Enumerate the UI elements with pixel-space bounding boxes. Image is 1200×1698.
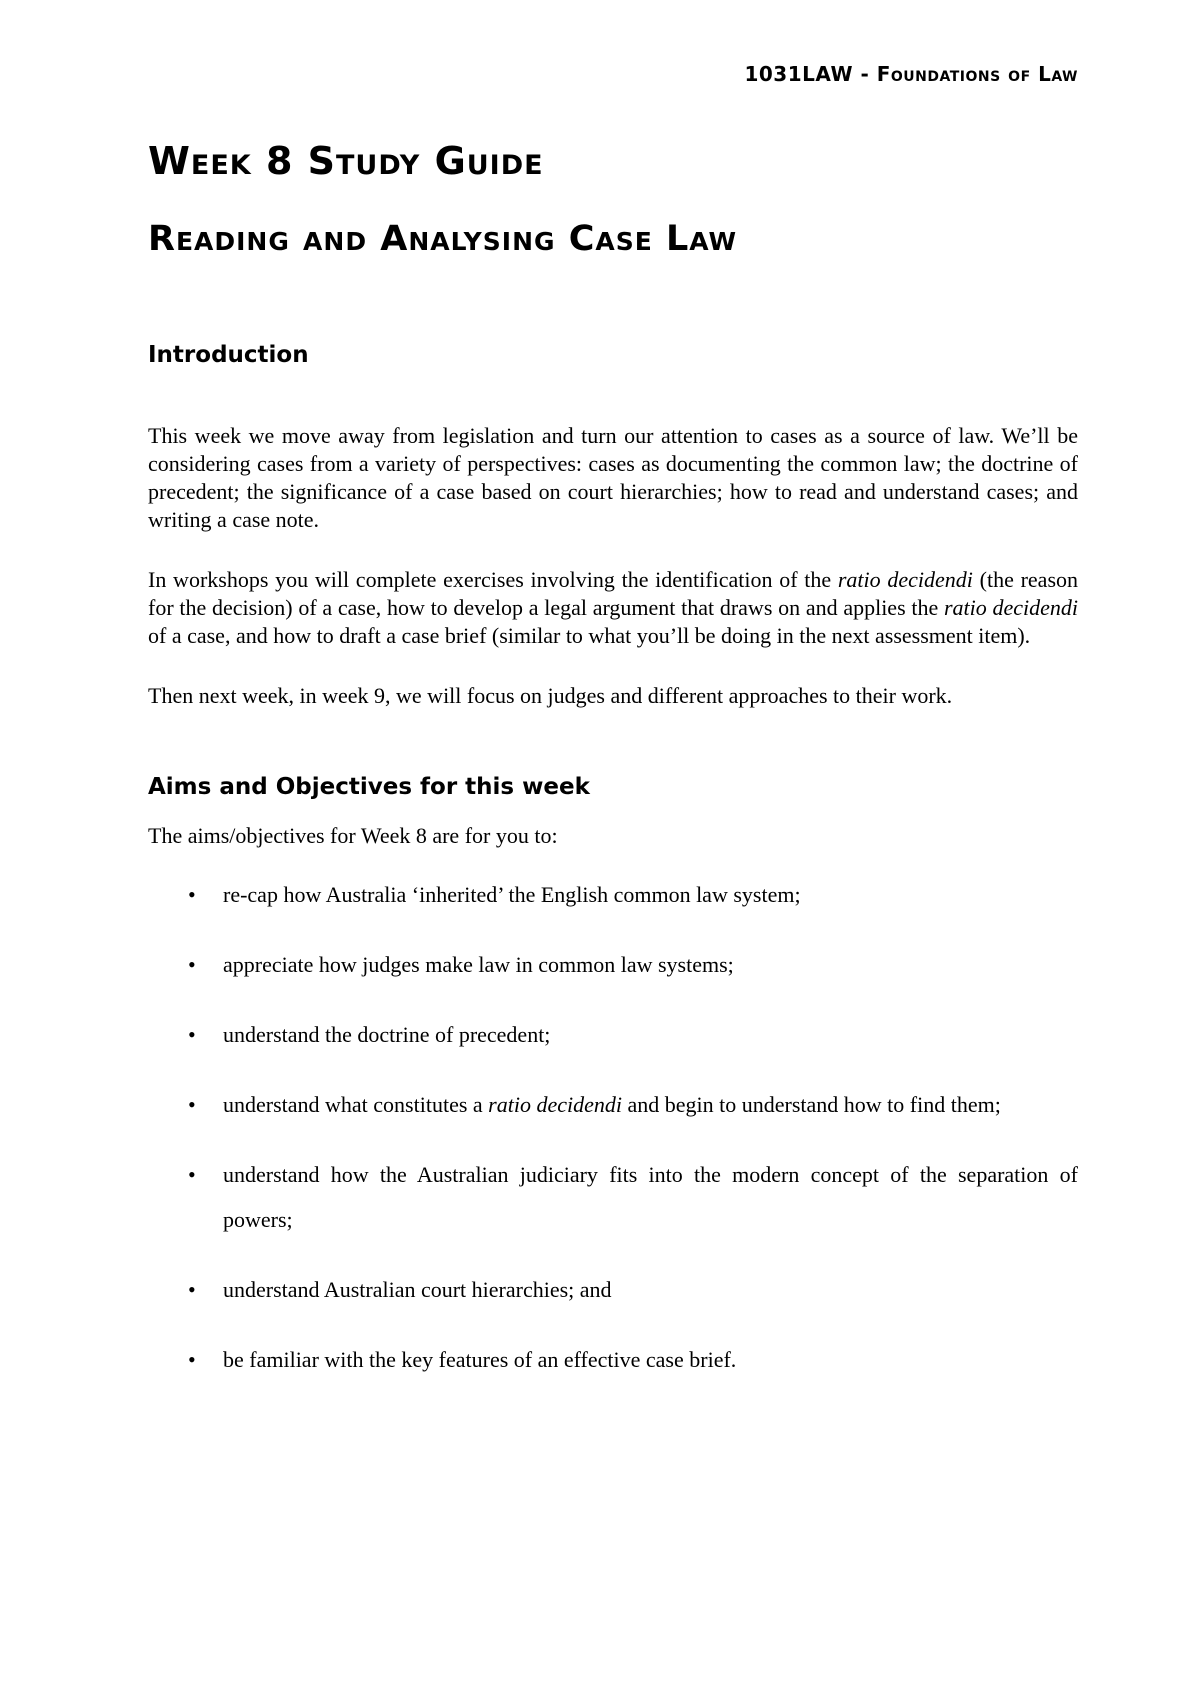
- intro-paragraph-2: In workshops you will complete exercises involving the identification of the ratio decidendi (the reason for the decision) of a case, how to develop a legal argument that draws on and applies the ratio decidendi of a case, and how to draft a case brief (similar to what you’ll be doing in the next assessment item).: [148, 567, 1078, 648]
- section-heading-introduction: Introduction: [148, 342, 309, 368]
- aims-bullet-item-4: • understand what constitutes a ratio decidendi and begin to understand how to find them;: [148, 1082, 1078, 1127]
- aims-bullet-item-1: • re-cap how Australia ‘inherited’ the English common law system;: [148, 872, 1078, 917]
- aims-lead-text: The aims/objectives for Week 8 are for you to:: [148, 823, 558, 848]
- course-code-header: 1031LAW - Foundations of Law: [744, 62, 1078, 86]
- document-header: [148, 62, 1078, 86]
- page-subtitle: Reading and Analysing Case Law: [148, 219, 738, 259]
- aims-bullet-item-3: • understand the doctrine of precedent;: [148, 1012, 1078, 1057]
- aims-bullet-item-7: • be familiar with the key features of an effective case brief.: [148, 1337, 1078, 1382]
- aims-bullet-item-6: • understand Australian court hierarchies; and: [148, 1267, 1078, 1312]
- aims-bullet-item-2: • appreciate how judges make law in common law systems;: [148, 942, 1078, 987]
- intro-paragraph-1: This week we move away from legislation and turn our attention to cases as a source of law. We’ll be considering cases from a variety of perspectives: cases as documenting the common law; the doctrine of precedent; the significance of a case based on court hierarchies; how to read and understand cases; and writing a case note.: [148, 423, 1078, 532]
- aims-bullet-item-5: • understand how the Australian judiciary fits into the modern concept of the separation of powers;: [148, 1152, 1078, 1242]
- page-title: Week 8 Study Guide: [148, 139, 544, 183]
- section-heading-aims: Aims and Objectives for this week: [148, 774, 590, 800]
- aims-bullet-list: [148, 872, 1078, 1382]
- intro-paragraph-3: Then next week, in week 9, we will focus on judges and different approaches to their work.: [148, 683, 953, 708]
